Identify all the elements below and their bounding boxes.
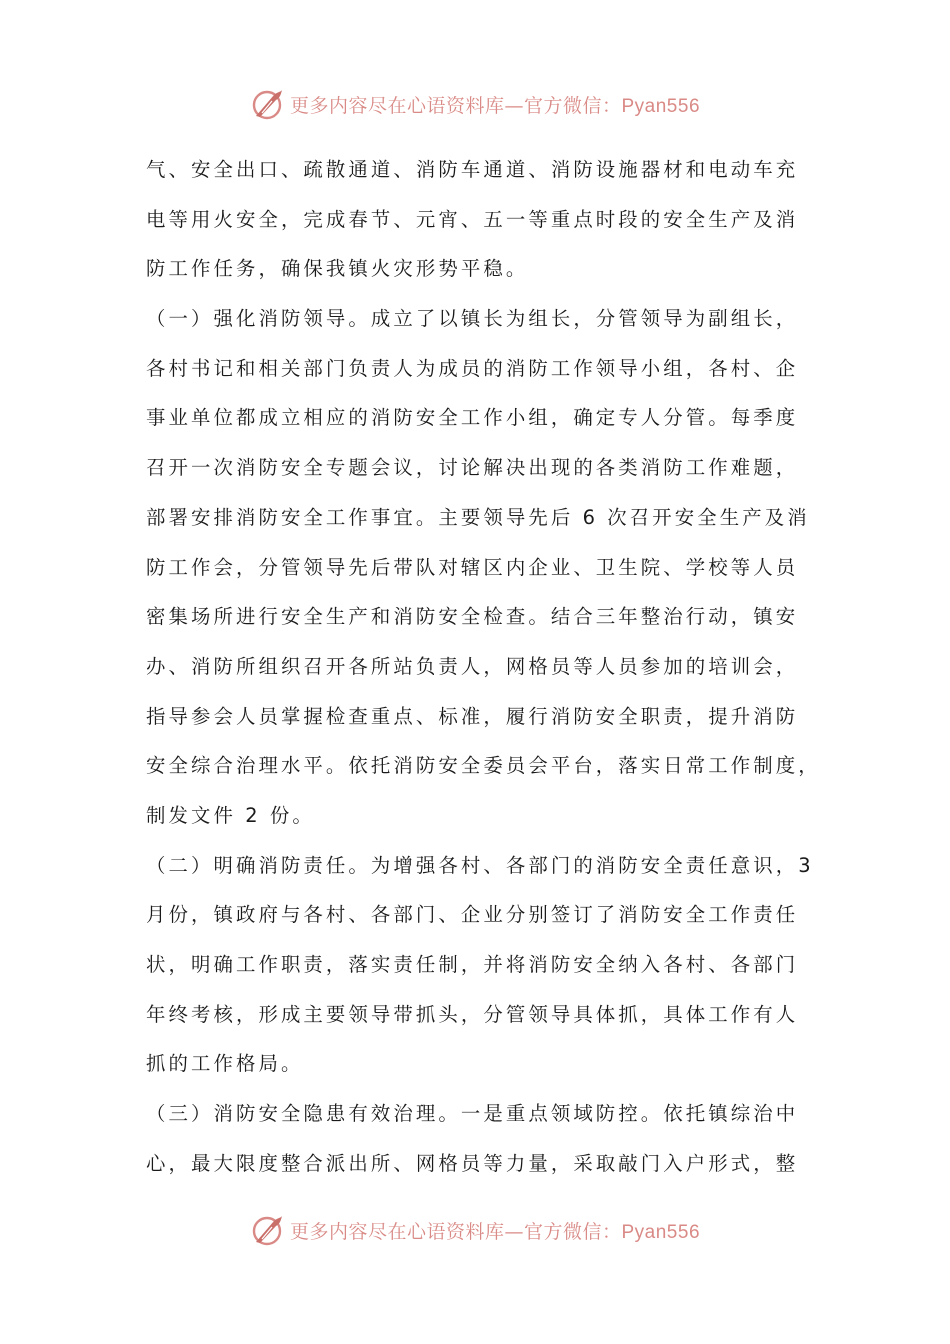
watermark-footer [0,1210,950,1250]
text-line: 安全综合治理水平。依托消防安全委员会平台，落实日常工作制度， [146,754,821,778]
text-line: 指导参会人员掌握检查重点、标准，履行消防安全职责，提升消防 [146,704,799,728]
text-line: 气、安全出口、疏散通道、消防车通道、消防设施器材和电动车充 [146,158,799,181]
text-line: （二）明确消防责任。为增强各村、各部门的消防安全责任意识，3 [146,853,814,877]
quill-logo-icon [250,87,284,121]
text-line: 部署安排消防安全工作事宜。主要领导先后 6 次召开安全生产及消 [146,505,810,529]
text-line: 办、消防所组织召开各所站负责人，网格员等人员参加的培训会， [146,654,799,678]
wechat-id: Pyan556 [621,95,701,117]
text-line: （三）消防安全隐患有效治理。一是重点领域防控。依托镇综治中 [146,1102,799,1126]
text-line: （一）强化消防领导。成立了以镇长为组长，分管领导为副组长， [146,307,799,331]
document-body [146,150,821,1193]
text-line: 召开一次消防安全专题会议，讨论解决出现的各类消防工作难题， [146,456,799,480]
text-line: 心，最大限度整合派出所、网格员等力量，采取敲门入户形式，整 [146,1151,799,1175]
watermark-text: 更多内容尽在心语资料库—官方微信：Pyan556 [289,1220,701,1243]
text-line: 各村书记和相关部门负责人为成员的消防工作领导小组，各村、企 [146,356,799,380]
watermark-header [0,84,950,124]
text-line: 月份，镇政府与各村、各部门、企业分别签订了消防安全工作责任 [146,903,799,927]
text-line: 事业单位都成立相应的消防安全工作小组，确定专人分管。每季度 [146,406,799,430]
text-line: 防工作任务，确保我镇火灾形势平稳。 [146,257,529,281]
text-line: 抓的工作格局。 [146,1052,304,1076]
watermark-text: 更多内容尽在心语资料库—官方微信：Pyan556 [289,94,701,117]
text-line: 电等用火安全，完成春节、元宵、五一等重点时段的安全生产及消 [146,207,799,231]
wechat-id: Pyan556 [621,1221,701,1243]
text-line: 状，明确工作职责，落实责任制，并将消防安全纳入各村、各部门 [146,953,799,976]
text-line: 密集场所进行安全生产和消防安全检查。结合三年整治行动，镇安 [146,605,799,629]
text-line: 制发文件 2 份。 [146,803,315,827]
quill-logo-icon [250,1213,284,1247]
text-line: 防工作会，分管领导先后带队对辖区内企业、卫生院、学校等人员 [146,555,799,579]
text-line: 年终考核，形成主要领导带抓头，分管领导具体抓，具体工作有人 [146,1002,799,1026]
